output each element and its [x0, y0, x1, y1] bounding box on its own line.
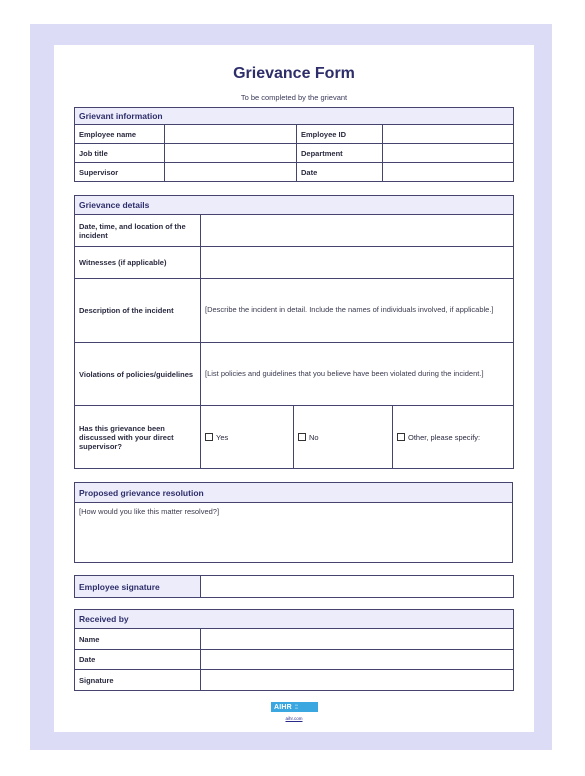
option-other-label: Other, please specify:: [408, 432, 481, 442]
violations-field[interactable]: [List policies and guidelines that you believe have been violated during the incident.]: [201, 343, 514, 406]
description-label: Description of the incident: [75, 279, 201, 343]
received-name-label: Name: [75, 629, 201, 650]
employee-signature-label: Employee signature: [75, 576, 201, 598]
option-yes[interactable]: [201, 406, 294, 469]
supervisor-field[interactable]: [165, 163, 297, 182]
received-date-field[interactable]: [201, 650, 514, 670]
grievant-info-header: Grievant information: [75, 108, 514, 125]
page-subtitle: To be completed by the grievant: [240, 93, 348, 102]
grievance-details-header: Grievance details: [75, 196, 514, 215]
description-field[interactable]: [Describe the incident in detail. Include the names of individuals involved, if applicable.]: [201, 279, 514, 343]
other-checkbox[interactable]: [397, 433, 405, 441]
department-label: Department: [297, 144, 383, 163]
job-title-field[interactable]: [165, 144, 297, 163]
resolution-field[interactable]: [How would you like this matter resolved?]: [75, 503, 513, 563]
form-page: [54, 45, 534, 732]
date-label: Date: [297, 163, 383, 182]
employee-name-field[interactable]: [165, 125, 297, 144]
date-time-location-field[interactable]: [201, 215, 514, 247]
employee-name-label: Employee name: [75, 125, 165, 144]
logo-mark: ▪▪▪ ▪▪▪: [294, 702, 299, 710]
violations-label: Violations of policies/guidelines: [75, 343, 201, 406]
grievance-details-table: [74, 195, 514, 469]
received-name-field[interactable]: [201, 629, 514, 650]
employee-id-field[interactable]: [383, 125, 514, 144]
logo-text: AIHR: [274, 703, 292, 711]
received-signature-label: Signature: [75, 670, 201, 691]
received-signature-field[interactable]: [201, 670, 514, 691]
employee-id-label: Employee ID: [297, 125, 383, 144]
option-other[interactable]: [393, 406, 514, 469]
page-title: Grievance Form: [233, 65, 355, 82]
received-by-header: Received by: [75, 610, 514, 629]
grievant-info-table: [74, 107, 514, 182]
received-date-label: Date: [75, 650, 201, 670]
resolution-header: Proposed grievance resolution: [75, 483, 513, 503]
date-time-location-label: Date, time, and location of the incident: [75, 215, 201, 247]
date-field[interactable]: [383, 163, 514, 182]
yes-checkbox[interactable]: [205, 433, 213, 441]
discussed-label: Has this grievance been discussed with your direct supervisor?: [75, 406, 201, 469]
supervisor-label: Supervisor: [75, 163, 165, 182]
witnesses-label: Witnesses (if applicable): [75, 247, 201, 279]
job-title-label: Job title: [75, 144, 165, 163]
received-by-table: [74, 609, 514, 691]
footer-link[interactable]: aihr.com: [285, 716, 303, 721]
witnesses-field[interactable]: [201, 247, 514, 279]
signature-table: [74, 575, 514, 598]
option-no-label: No: [309, 432, 319, 442]
employee-signature-field[interactable]: [201, 576, 514, 598]
no-checkbox[interactable]: [298, 433, 306, 441]
option-yes-label: Yes: [216, 432, 229, 442]
department-field[interactable]: [383, 144, 514, 163]
aihr-logo: [271, 702, 318, 712]
option-no[interactable]: [294, 406, 393, 469]
resolution-table: [74, 482, 513, 563]
